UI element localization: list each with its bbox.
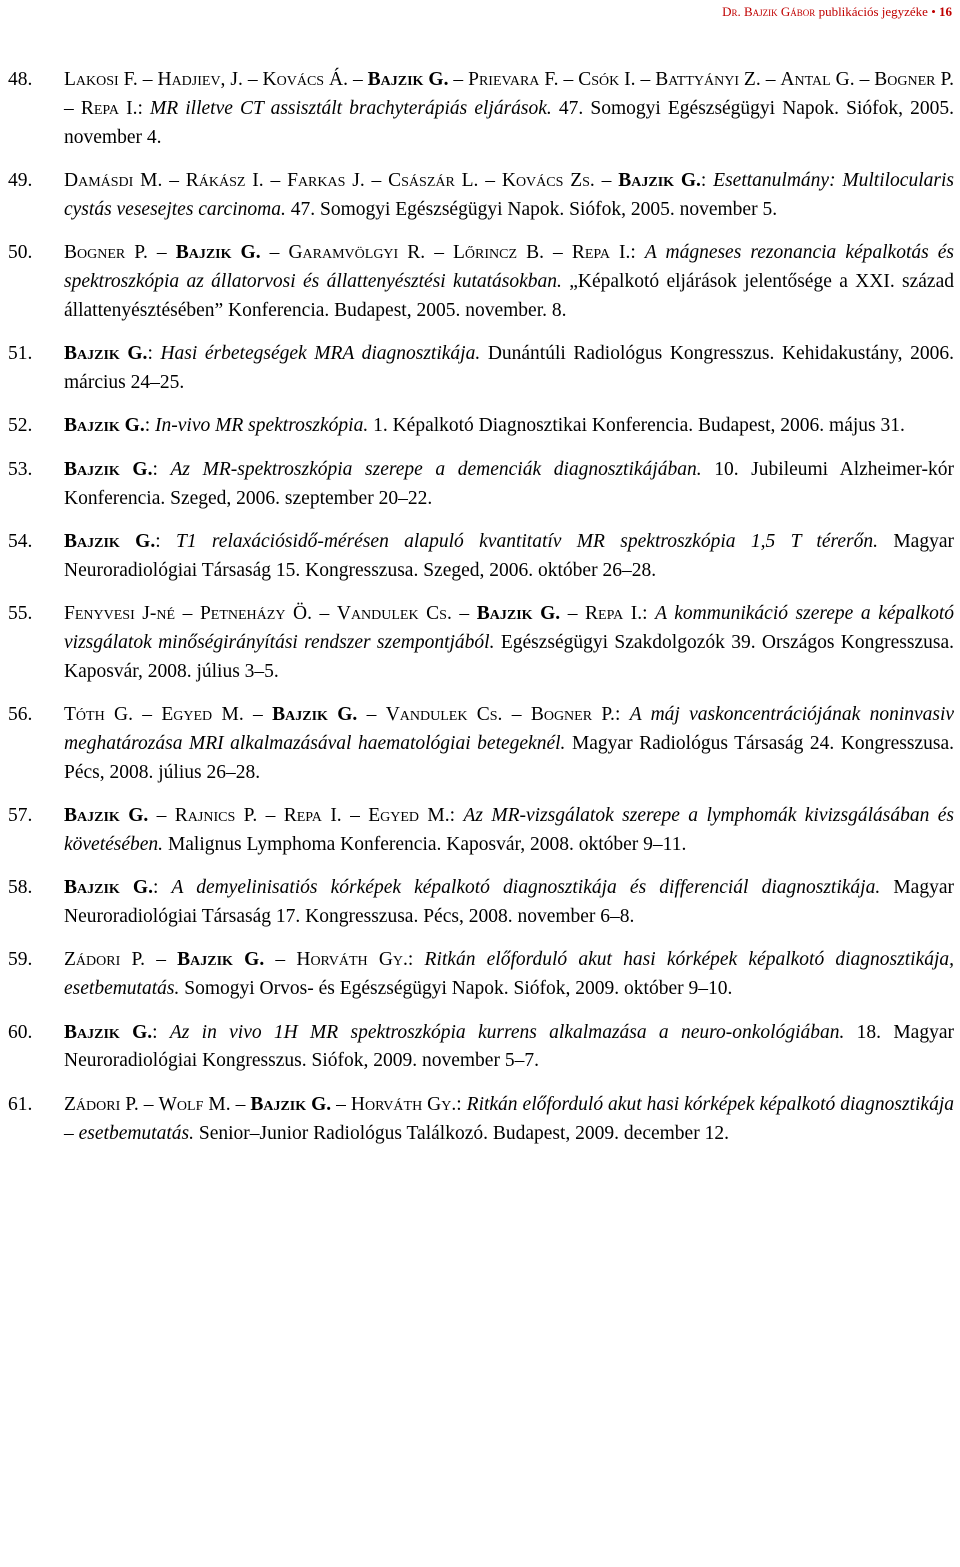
entry-number: 55. bbox=[8, 603, 33, 625]
publication-title: A mágneses rezonancia képalkotás és spektroszkópia az állatorvosi és állattenyésztési kutatásokban. bbox=[64, 242, 955, 292]
author-name: Rákász I. bbox=[185, 169, 264, 191]
author-separator: – bbox=[364, 169, 389, 191]
author-name: Farkas J. bbox=[287, 169, 365, 191]
entry-number: 54. bbox=[8, 530, 33, 552]
entry-number: 57. bbox=[8, 805, 33, 827]
entry-text: Bajzik G.: Hasi érbetegségek MRA diagnosztikája. Dunántúli Radiológus Kongresszus. Kehidakustány, 2006. március 24–25. bbox=[64, 343, 955, 393]
publication-venue: 1. Képalkotó Diagnosztikai Konferencia. Budapest, 2006. május 31. bbox=[373, 415, 905, 437]
publication-title: Ritkán előforduló akut hasi kórképek képalkotó diagnosztikája – esetbemutatás. bbox=[64, 1093, 955, 1144]
author-highlighted: Bajzik G. bbox=[64, 1021, 153, 1043]
author-name: Kovács Á. bbox=[262, 69, 348, 90]
entry-text: Bajzik G.: A demyelinisatiós kórképek képalkotó diagnosztikája és differenciál diagnosztikája. Magyar Neuroradiológiai Társaság 17. Kongresszusa. Pécs, 2008. november 6–8. bbox=[64, 877, 954, 928]
author-separator: – bbox=[311, 603, 337, 625]
entry-number: 49. bbox=[8, 169, 33, 191]
author-separator: – bbox=[502, 704, 531, 726]
author-separator: – bbox=[242, 69, 263, 90]
entry-number: 51. bbox=[8, 343, 33, 365]
entry-text: Lakosi F. – Hadjiev, J. – Kovács Á. – Bajzik G. – Prievara F. – Csók I. – Battyányi Z. – Antal G. – Bogner P. – Repa I.: MR illetve CT assisztált brachyterápiás eljárások. 47. Somogyi Egészségügyi Napok. Siófok, 2005. november 4. bbox=[64, 69, 955, 148]
publication-entry bbox=[8, 874, 954, 932]
publication-entry bbox=[8, 528, 954, 586]
entry-number: 50. bbox=[8, 242, 33, 264]
entry-text: Bajzik G.: Az in vivo 1H MR spektroszkópia kurrens alkalmazása a neuro-onkológiában. 18. Magyar Neuroradiológiai Kongresszus. Siófok, 2009. november 5–7. bbox=[64, 1021, 954, 1072]
entry-number: 58. bbox=[8, 877, 33, 899]
entry-number: 52. bbox=[8, 415, 33, 437]
publication-title: Az MR-vizsgálatok szerepe a lymphomák kivizsgálásában és követésében. bbox=[64, 805, 954, 855]
publication-entry bbox=[8, 1091, 954, 1149]
entry-text: Zádori P. – Bajzik G. – Horváth Gy.: Ritkán előforduló akut hasi kórképek képalkotó diagnosztikája, esetbemutatás. Somogyi Orvos- és Egészségügyi Napok. Siófok, 2009. október 9–10. bbox=[64, 949, 955, 1000]
author-separator: – bbox=[425, 242, 453, 264]
publication-entry bbox=[8, 802, 954, 860]
author-separator: – bbox=[257, 805, 284, 827]
publication-venue: 47. Somogyi Egészségügyi Napok. Siófok, 2005. november 4. bbox=[64, 97, 954, 148]
publication-title: A máj vaskoncentrációjának noninvasiv meghatározása MRI alkalmazásával haematológiai betegeknél. bbox=[64, 704, 955, 754]
author-name: Damásdi M. bbox=[64, 169, 163, 191]
publication-title: A kommunikáció szerepe a képalkotó vizsgálatok minőségirányítási rendszer szempontjából. bbox=[64, 603, 955, 653]
publication-title: Az MR-spektroszkópia szerepe a demenciák diagnosztikájában. bbox=[170, 458, 702, 480]
entry-text: Damásdi M. – Rákász I. – Farkas J. – Császár L. – Kovács Zs. – Bajzik G.: Esettanulmány: Multilocularis cystás vesesejtes carcinoma. 47. Somogyi Egészségügyi Napok. Siófok, 2005. november 5. bbox=[64, 169, 954, 220]
author-name: Bogner P. bbox=[64, 242, 148, 264]
publication-entry bbox=[8, 456, 954, 514]
author-name: Rajnics P. bbox=[174, 805, 258, 827]
author-highlighted: Bajzik G. bbox=[64, 343, 148, 365]
author-name: Repa I. bbox=[585, 603, 643, 625]
publication-venue: Somogyi Orvos- és Egészségügyi Napok. Siófok, 2009. október 9–10. bbox=[184, 978, 733, 1000]
header-author-name: Bajzik Gábor bbox=[744, 4, 816, 19]
publication-venue: Egészségügyi Szakdolgozók 39. Országos Kongresszusa. Kaposvár, 2008. július 3–5. bbox=[64, 631, 954, 682]
entry-text: Bajzik G.: Az MR-spektroszkópia szerepe a demenciák diagnosztikájában. 10. Jubileumi Alzheimer-kór Konferencia. Szeged, 2006. szeptember 20–22. bbox=[64, 458, 955, 509]
author-name: Horváth Gy. bbox=[350, 1093, 457, 1115]
author-highlighted: Bajzik G. bbox=[618, 169, 701, 191]
publication-title: A demyelinisatiós kórképek képalkotó diagnosztikája és differenciál diagnosztikája. bbox=[171, 877, 881, 899]
publication-title: Az in vivo 1H MR spektroszkópia kurrens alkalmazása a neuro-onkológiában. bbox=[169, 1021, 845, 1043]
publication-entry bbox=[8, 340, 954, 398]
author-name: Repa I. bbox=[80, 97, 138, 119]
author-separator: – bbox=[560, 603, 586, 625]
author-highlighted: Bajzik G. bbox=[272, 704, 358, 726]
author-separator: – bbox=[451, 603, 477, 625]
author-separator: – bbox=[137, 69, 158, 90]
author-name: Egyed M. bbox=[161, 704, 244, 726]
author-separator: – bbox=[132, 704, 162, 726]
author-separator: – bbox=[478, 169, 502, 191]
publication-title: T1 relaxációsidő-mérésen alapuló kvantitatív MR spektroszkópia 1,5 T térerőn. bbox=[175, 530, 878, 552]
publication-venue: „Képalkotó eljárások jelentősége a XXI. század állattenyésztésében” Konferencia. Budapest, 2005. november. 8. bbox=[64, 270, 954, 321]
author-name: Egyed M. bbox=[368, 805, 450, 827]
entry-text: Bajzik G. – Rajnics P. – Repa I. – Egyed M.: Az MR-vizsgálatok szerepe a lymphomák kivizsgálásában és követésében. Malignus Lymphoma Konferencia. Kaposvár, 2008. október 9–11. bbox=[64, 805, 954, 855]
publication-venue: Magyar Neuroradiológiai Társaság 15. Kongresszusa. Szeged, 2006. október 26–28. bbox=[64, 530, 954, 581]
author-name: Antal G. bbox=[780, 69, 855, 90]
author-name: Csók I. bbox=[578, 69, 636, 90]
publication-venue: 10. Jubileumi Alzheimer-kór Konferencia. Szeged, 2006. szeptember 20–22. bbox=[64, 458, 955, 509]
author-separator: – bbox=[347, 69, 368, 90]
entry-text: Fenyvesi J-né – Petneházy Ö. – Vandulek Cs. – Bajzik G. – Repa I.: A kommunikáció szerepe a képalkotó vizsgálatok minőségirányítási rendszer szempontjából. Egészségügyi Szakdolgozók 39. Országos Kongresszusa. Kaposvár, 2008. július 3–5. bbox=[64, 603, 955, 682]
publication-title: Ritkán előforduló akut hasi kórképek képalkotó diagnosztikája, esetbemutatás. bbox=[64, 949, 955, 1000]
author-separator: – bbox=[230, 1093, 251, 1115]
entry-number: 56. bbox=[8, 704, 33, 726]
author-separator: – bbox=[558, 69, 579, 90]
header-title-suffix: publikációs jegyzéke • bbox=[815, 4, 939, 19]
author-name: Zádori P. bbox=[64, 1093, 139, 1115]
publication-entry bbox=[8, 701, 954, 787]
author-highlighted: Bajzik G. bbox=[367, 69, 449, 90]
author-name: Lakosi F. bbox=[64, 69, 138, 90]
publication-title: In-vivo MR spektroszkópia. bbox=[155, 415, 369, 437]
author-separator: – bbox=[64, 97, 81, 119]
publication-title: Hasi érbetegségek MRA diagnosztikája. bbox=[160, 343, 481, 365]
author-separator: – bbox=[147, 242, 176, 264]
publication-venue: 18. Magyar Neuroradiológiai Kongresszus. Siófok, 2009. november 5–7. bbox=[64, 1021, 954, 1072]
author-name: Tóth G. bbox=[64, 704, 133, 726]
entry-text: Bajzik G.: T1 relaxációsidő-mérésen alapuló kvantitatív MR spektroszkópia 1,5 T térerőn. Magyar Neuroradiológiai Társaság 15. Kongresszusa. Szeged, 2006. október 26–28. bbox=[64, 530, 954, 581]
author-separator: – bbox=[760, 69, 781, 90]
author-name: Horváth Gy. bbox=[296, 949, 408, 971]
author-name: Kovács Zs. bbox=[501, 169, 595, 191]
author-name: Wolf M. bbox=[158, 1093, 231, 1115]
publication-entry bbox=[8, 946, 954, 1004]
author-highlighted: Bajzik G. bbox=[175, 242, 261, 264]
publication-venue: Dunántúli Radiológus Kongresszus. Kehidakustány, 2006. március 24–25. bbox=[64, 343, 955, 393]
publication-title: Esettanulmány: Multilocularis cystás vesesejtes carcinoma. bbox=[64, 169, 954, 220]
author-name: Vandulek Cs. bbox=[336, 603, 452, 625]
author-separator: – bbox=[357, 704, 386, 726]
entry-number: 59. bbox=[8, 949, 33, 971]
author-name: Prievara F. bbox=[468, 69, 559, 90]
publication-title: MR illetve CT assisztált brachyterápiás eljárások. bbox=[150, 97, 552, 119]
author-separator: – bbox=[162, 169, 186, 191]
author-name: Hadjiev, J. bbox=[157, 69, 243, 90]
entry-number: 48. bbox=[8, 69, 33, 90]
publication-entry bbox=[8, 167, 954, 225]
publication-entry bbox=[8, 1019, 954, 1077]
author-separator: – bbox=[148, 805, 175, 827]
publication-entry bbox=[8, 600, 954, 686]
entry-text: Bajzik G.: In-vivo MR spektroszkópia. 1. Képalkotó Diagnosztikai Konferencia. Budapest, 2006. május 31. bbox=[64, 415, 905, 437]
publication-venue: Senior–Junior Radiológus Találkozó. Budapest, 2009. december 12. bbox=[198, 1122, 729, 1144]
author-separator: – bbox=[341, 805, 369, 827]
author-name: Vandulek Cs. bbox=[385, 704, 503, 726]
author-highlighted: Bajzik G. bbox=[64, 877, 153, 899]
entry-text: Bogner P. – Bajzik G. – Garamvölgyi R. – Lőrincz B. – Repa I.: A mágneses rezonancia képalkotás és spektroszkópia az állatorvosi és állattenyésztési kutatásokban. „Képalkotó eljárások jelentősége a XXI. század állattenyésztésében” Konferencia. Budapest, 2005. november. 8. bbox=[64, 242, 955, 321]
author-name: Garamvölgyi R. bbox=[288, 242, 426, 264]
author-name: Fenyvesi J-né bbox=[64, 603, 176, 625]
author-separator: – bbox=[635, 69, 656, 90]
author-separator: – bbox=[175, 603, 200, 625]
author-separator: – bbox=[145, 949, 178, 971]
author-name: Császár L. bbox=[388, 169, 479, 191]
entry-number: 60. bbox=[8, 1021, 33, 1043]
publication-entry bbox=[8, 66, 954, 152]
author-name: Bogner P. bbox=[530, 704, 615, 726]
author-highlighted: Bajzik G. bbox=[177, 949, 265, 971]
author-separator: – bbox=[594, 169, 619, 191]
author-highlighted: Bajzik G. bbox=[64, 458, 153, 480]
author-separator: – bbox=[263, 169, 288, 191]
author-separator: – bbox=[138, 1093, 159, 1115]
page-header bbox=[722, 4, 952, 20]
author-name: Repa I. bbox=[283, 805, 342, 827]
entry-text: Tóth G. – Egyed M. – Bajzik G. – Vandulek Cs. – Bogner P.: A máj vaskoncentrációjának noninvasiv meghatározása MRI alkalmazásával haematológiai betegeknél. Magyar Radiológus Társaság 24. Kongresszusa. Pécs, 2008. július 26–28. bbox=[64, 704, 955, 783]
author-highlighted: Bajzik G. bbox=[476, 603, 561, 625]
publication-venue: 47. Somogyi Egészségügyi Napok. Siófok, 2005. november 5. bbox=[290, 198, 778, 220]
author-name: Repa I. bbox=[571, 242, 631, 264]
publication-venue: Malignus Lymphoma Konferencia. Kaposvár, 2008. október 9–11. bbox=[167, 833, 687, 855]
author-name: Bogner P. bbox=[874, 69, 955, 90]
author-separator: – bbox=[243, 704, 273, 726]
publication-venue: Magyar Radiológus Társaság 24. Kongresszusa. Pécs, 2008. július 26–28. bbox=[64, 732, 955, 783]
page-number: 16 bbox=[939, 4, 952, 19]
author-highlighted: Bajzik G. bbox=[250, 1093, 332, 1115]
author-separator: – bbox=[260, 242, 289, 264]
publication-entry bbox=[8, 239, 954, 325]
author-separator: – bbox=[854, 69, 875, 90]
author-separator: – bbox=[264, 949, 297, 971]
publication-list bbox=[8, 66, 954, 1163]
publication-venue: Magyar Neuroradiológiai Társaság 17. Kongresszusa. Pécs, 2008. november 6–8. bbox=[64, 877, 954, 928]
author-name: Petneházy Ö. bbox=[199, 603, 312, 625]
author-highlighted: Bajzik G. bbox=[64, 415, 145, 437]
entry-number: 61. bbox=[8, 1093, 33, 1115]
entry-number: 53. bbox=[8, 458, 33, 480]
publication-entry bbox=[8, 412, 954, 441]
author-name: Zádori P. bbox=[64, 949, 145, 971]
author-separator: – bbox=[331, 1093, 351, 1115]
author-highlighted: Bajzik G. bbox=[64, 805, 149, 827]
author-separator: – bbox=[448, 69, 469, 90]
entry-text: Zádori P. – Wolf M. – Bajzik G. – Horváth Gy.: Ritkán előforduló akut hasi kórképek képalkotó diagnosztikája – esetbemutatás. Senior–Junior Radiológus Találkozó. Budapest, 2009. december 12. bbox=[64, 1093, 955, 1144]
author-name: Lőrincz B. bbox=[453, 242, 544, 264]
author-name: Battyányi Z. bbox=[655, 69, 761, 90]
author-separator: – bbox=[543, 242, 572, 264]
header-title-prefix: Dr. bbox=[722, 4, 744, 19]
author-highlighted: Bajzik G. bbox=[64, 530, 156, 552]
